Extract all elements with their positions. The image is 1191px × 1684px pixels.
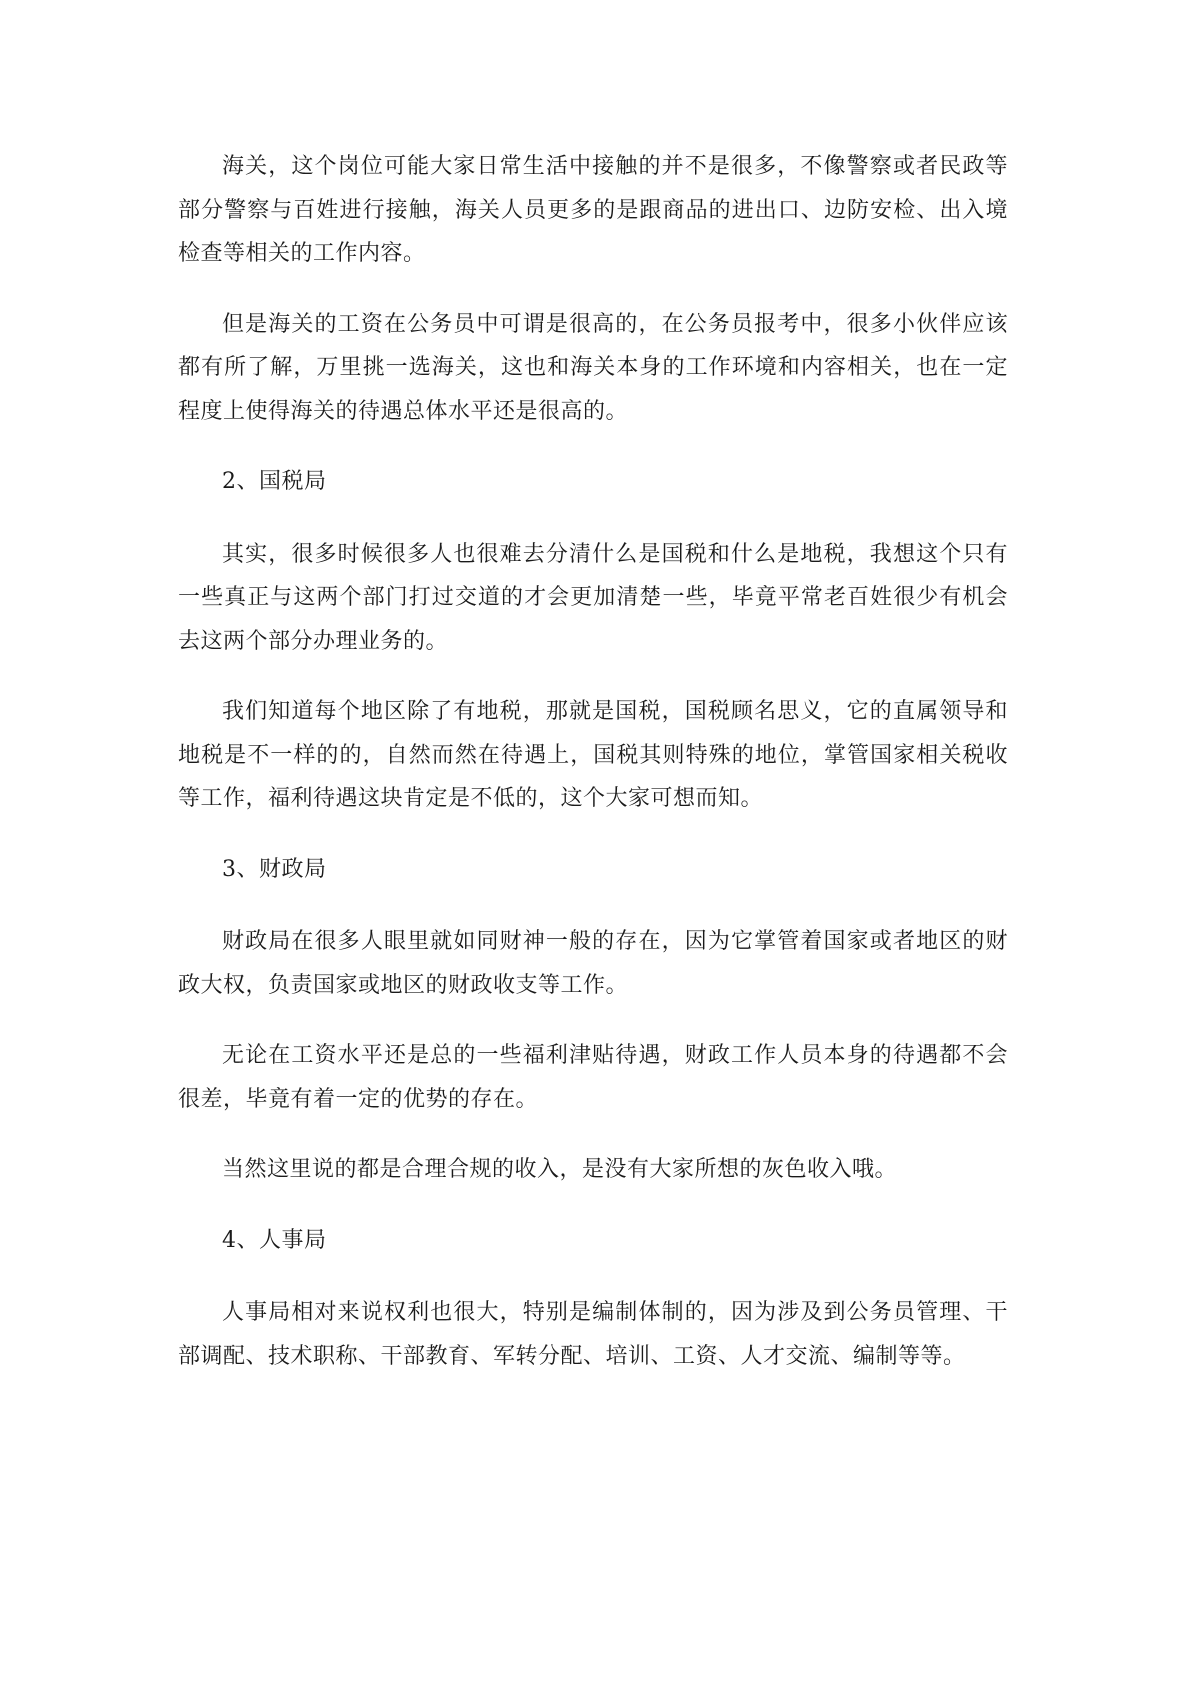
paragraph-personnel-intro: 人事局相对来说权利也很大，特别是编制体制的，因为涉及到公务员管理、干部调配、技术职称、干部教育、军转分配、培训、工资、人才交流、编制等等。 bbox=[178, 1300, 1008, 1369]
paragraph-finance-benefits: 无论在工资水平还是总的一些福利津贴待遇，财政工作人员本身的待遇都不会很差，毕竟有着一定的优势的存在。 bbox=[178, 1043, 1008, 1112]
section-heading-finance-bureau: 3、财政局 bbox=[222, 856, 327, 882]
paragraph-customs-intro: 海关，这个岗位可能大家日常生活中接触的并不是很多，不像警察或者民政等部分警察与百姓进行接触，海关人员更多的是跟商品的进出口、边防安检、出入境检查等相关的工作内容。 bbox=[178, 154, 1008, 266]
paragraph-national-tax-benefits: 我们知道每个地区除了有地税，那就是国税，国税顾名思义，它的直属领导和地税是不一样的的，自然而然在待遇上，国税其则特殊的地位，掌管国家相关税收等工作，福利待遇这块肯定是不低的，这个大家可想而知。 bbox=[178, 699, 1008, 811]
section-heading-national-tax: 2、国税局 bbox=[222, 469, 327, 494]
paragraph-finance-note: 当然这里说的都是合理合规的收入，是没有大家所想的灰色收入哦。 bbox=[222, 1157, 898, 1182]
document-body bbox=[178, 145, 1008, 1405]
paragraph-finance-intro: 财政局在很多人眼里就如同财神一般的存在，因为它掌管着国家或者地区的财政大权，负责国家或地区的财政收支等工作。 bbox=[178, 929, 1008, 998]
paragraph-national-tax-intro: 其实，很多时候很多人也很难去分清什么是国税和什么是地税，我想这个只有一些真正与这两个部门打过交道的才会更加清楚一些，毕竟平常老百姓很少有机会去这两个部分办理业务的。 bbox=[178, 541, 1008, 654]
section-heading-personnel-bureau: 4、人事局 bbox=[222, 1227, 327, 1253]
paragraph-customs-salary: 但是海关的工资在公务员中可谓是很高的，在公务员报考中，很多小伙伴应该都有所了解，万里挑一选海关，这也和海关本身的工作环境和内容相关，也在一定程度上使得海关的待遇总体水平还是很高的。 bbox=[178, 311, 1008, 424]
